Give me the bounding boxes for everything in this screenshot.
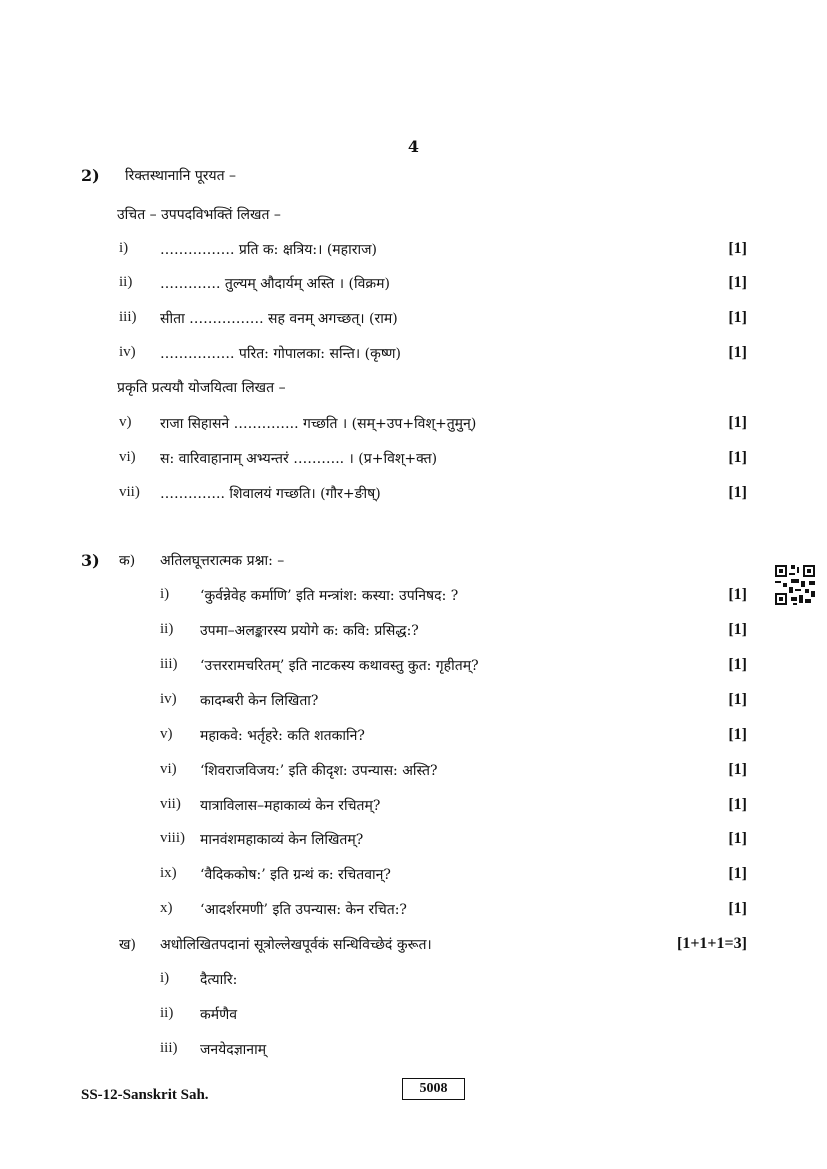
q3-kha-item-i-text: दैत्यारि: — [200, 972, 238, 988]
q2-item-iv-number: iv) — [119, 344, 136, 360]
q3-item-ii-text: उपमा–अलङ्कारस्य प्रयोगे क: कवि: प्रसिद्ध:? — [200, 623, 419, 639]
q2-item-i-text: ……………. प्रति क: क्षत्रिय:। (महाराज) — [160, 242, 377, 258]
q3-item-vi-mark: [1] — [728, 761, 747, 778]
q3-item-iii-number: iii) — [160, 656, 178, 672]
q3-item-vi-number: vi) — [160, 761, 177, 777]
q2-item-vi-mark: [1] — [728, 449, 747, 466]
question-2-subheading-a: उचित – उपपदविभक्तिं लिखत – — [117, 207, 281, 223]
q2-item-v-text: राजा सिहासने ………….. गच्छति । (सम्+उप+विश्+तुमुन्) — [160, 416, 477, 432]
q3-kha-item-ii-number: ii) — [160, 1005, 174, 1021]
q2-item-ii-text: …………. तुल्यम् औदार्यम् अस्ति । (विक्रम) — [160, 276, 390, 292]
q2-item-vii-number: vii) — [119, 484, 140, 500]
q3-item-ix-text: ‘वैदिककोष:’ इति ग्रन्थं क: रचितवान्? — [200, 867, 391, 883]
q3-item-iv-mark: [1] — [728, 691, 747, 708]
question-2-number: 2) — [81, 166, 100, 185]
q2-item-vii-mark: [1] — [728, 484, 747, 501]
q3-kha-item-iii-text: जनयेदज्ञानाम् — [200, 1042, 267, 1058]
q2-item-iii-text: सीता ……………. सह वनम् अगच्छत्। (राम) — [160, 311, 398, 327]
q3-item-x-number: x) — [160, 900, 173, 916]
q3-item-viii-mark: [1] — [728, 830, 747, 847]
q3-kha-item-i-number: i) — [160, 970, 170, 986]
page-code-box: 5008 — [402, 1078, 465, 1100]
q3-kha-item-iii-number: iii) — [160, 1040, 178, 1056]
q3-item-viii-number: viii) — [160, 830, 185, 846]
q2-item-iii-mark: [1] — [728, 309, 747, 326]
q3-item-i-text: ‘कुर्वन्नेवेह कर्माणि’ इति मन्त्रांश: कस्या: उपनिषद: ? — [200, 588, 459, 604]
q2-item-ii-mark: [1] — [728, 274, 747, 291]
q2-item-iv-text: ……………. परित: गोपालका: सन्ति। (कृष्ण) — [160, 346, 401, 362]
q3-item-x-text: ‘आदर्शरमणी’ इति उपन्यास: केन रचित:? — [200, 902, 407, 918]
q2-item-iii-number: iii) — [119, 309, 137, 325]
q3-item-v-mark: [1] — [728, 726, 747, 743]
q2-item-i-mark: [1] — [728, 240, 747, 257]
q3-item-v-text: महाकवे: भर्तृहरे: कति शतकानि? — [200, 728, 365, 744]
question-2-heading: रिक्तस्थानानि पूरयत – — [125, 168, 237, 184]
q3-item-vii-text: यात्राविलास–महाकाव्यं केन रचितम्? — [200, 798, 381, 814]
q3-item-v-number: v) — [160, 726, 173, 742]
question-3-part-ka-heading: अतिलघूत्तरात्मक प्रश्ना: – — [160, 553, 285, 569]
q3-item-ii-number: ii) — [160, 621, 174, 637]
q2-item-vi-number: vi) — [119, 449, 136, 465]
q3-item-vi-text: ‘शिवराजविजय:’ इति कीदृश: उपन्यास: अस्ति? — [200, 763, 438, 779]
q3-item-x-mark: [1] — [728, 900, 747, 917]
paper-code: SS-12-Sanskrit Sah. — [81, 1087, 209, 1103]
q2-item-v-mark: [1] — [728, 414, 747, 431]
q3-item-iv-text: कादम्बरी केन लिखिता? — [200, 693, 319, 709]
q3-kha-item-ii-text: कर्मणैव — [200, 1007, 238, 1023]
q2-item-vii-text: ………….. शिवालयं गच्छति। (गौर+ङीष्) — [160, 486, 381, 502]
q3-item-vii-mark: [1] — [728, 796, 747, 813]
q3-item-viii-text: मानवंशमहाकाव्यं केन लिखितम्? — [200, 832, 364, 848]
q2-item-v-number: v) — [119, 414, 132, 430]
q3-item-ii-mark: [1] — [728, 621, 747, 638]
q3-item-ix-mark: [1] — [728, 865, 747, 882]
q3-item-iv-number: iv) — [160, 691, 177, 707]
q3-item-ix-number: ix) — [160, 865, 177, 881]
q2-item-iv-mark: [1] — [728, 344, 747, 361]
q3-item-i-mark: [1] — [728, 586, 747, 603]
question-3-part-kha-mark: [1+1+1=3] — [676, 935, 747, 952]
q2-item-ii-number: ii) — [119, 274, 133, 290]
q3-item-iii-text: ‘उत्तररामचरितम्’ इति नाटकस्य कथावस्तु कुत: गृहीतम्? — [200, 658, 479, 674]
q2-item-vi-text: स: वारिवाहानाम् अभ्यन्तरं ……….. । (प्र+विश्+क्त) — [160, 451, 438, 467]
question-3-part-kha-heading: अधोलिखितपदानां सूत्रोल्लेखपूर्वकं सन्धिविच्छेदं कुरूत। — [160, 937, 432, 953]
page-number: 4 — [407, 137, 420, 156]
qr-code-icon — [775, 565, 815, 605]
q3-item-i-number: i) — [160, 586, 170, 602]
q3-item-iii-mark: [1] — [728, 656, 747, 673]
question-3-number: 3) — [81, 551, 100, 570]
question-3-part-ka-label: क) — [119, 553, 136, 569]
question-3-part-kha-label: ख) — [119, 937, 136, 953]
q2-item-i-number: i) — [119, 240, 129, 256]
question-2-subheading-b: प्रकृति प्रत्ययौ योजयित्वा लिखत – — [117, 380, 286, 396]
q3-item-vii-number: vii) — [160, 796, 181, 812]
